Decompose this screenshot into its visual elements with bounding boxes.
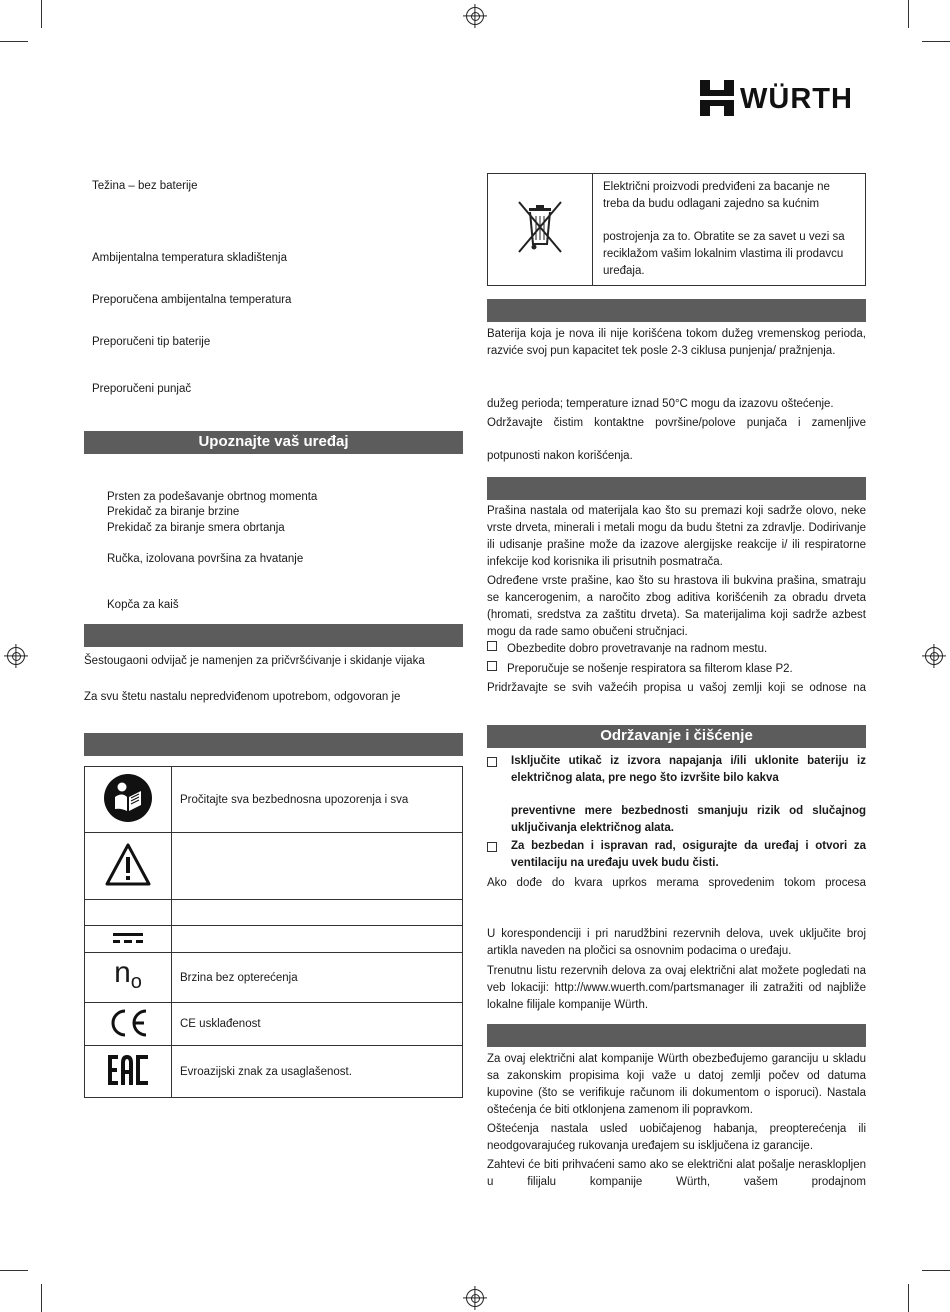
spec-label: Preporučeni tip baterije [92, 336, 211, 348]
spec-label: Težina – bez baterije [92, 180, 198, 192]
bullet-box-icon [487, 661, 497, 671]
crop-mark [0, 1270, 28, 1271]
registration-mark-icon [7, 647, 25, 665]
symbol-description: Pročitajte sva bezbednosna upozorenja i sva [172, 767, 463, 833]
symbols-table [84, 766, 463, 1098]
maintenance-bullet: Isključite utikač iz izvora napajanja i/ili uklonite bateriju iz električnog alata, pre nego što izvršite bilo kakva preventivne mere bezbednosti smanjuju rizik od slučajnog uključivanja električnog alata. [487, 753, 866, 837]
crop-mark [922, 1270, 950, 1271]
usage-text: Za svu štetu nastalu nepredviđenom upotrebom, odgovoran je [84, 691, 401, 703]
maintenance-text: Ako dođe do kvara uprkos merama sprovedenim tokom procesa [487, 877, 866, 889]
dust-bullet: Obezbedite dobro provetravanje na radnom mestu. [487, 641, 866, 658]
part-item: Prsten za podešavanje obrtnog momenta [107, 491, 318, 503]
brand-logo [700, 80, 870, 120]
warranty-text: Za ovaj električni alat kompanije Würth obezbeđujemo garanciju u skladu sa zakonskim propisima koji važe u datoj zemlji počev od datuma kupovine (što se verifikuje računom ili dokumentom o isporuci). Nastala oštećenja će biti otklonjena zamenom ili popravkom. [487, 1053, 866, 1116]
brand-name: WÜRTH [740, 83, 853, 115]
crop-mark [41, 1284, 42, 1312]
symbol-description [172, 833, 463, 900]
symbol-cell [85, 900, 172, 926]
table-row [85, 900, 463, 926]
section-title-intended-use [84, 624, 463, 647]
weee-icon-cell [488, 174, 593, 286]
symbol-cell [85, 767, 172, 833]
maintenance-text: U korespondenciji i pri narudžbini rezervnih delova, uvek uključite broj artikla naveden na pločici sa osnovnim podacima o uređaju. [487, 928, 866, 957]
registration-mark-icon [466, 7, 484, 25]
wurth-emblem-icon [700, 80, 734, 116]
battery-text: Baterija koja je nova ili nije korišćena tokom dužeg vremenskog perioda, razviće svoj pun kapacitet tek posle 2-3 ciklusa punjenja/ pražnjenja. [487, 328, 866, 357]
eac-mark-icon [85, 1046, 172, 1098]
weee-text: postrojenja za to. Obratite se za savet u vezi sa reciklažom vašim lokalnim vlastima ili prodavcu uređaja. [603, 231, 845, 277]
ce-mark-icon [85, 1003, 172, 1046]
table-row [85, 1046, 463, 1098]
symbol-description [172, 926, 463, 953]
spec-label: Ambijentalna temperatura skladištenja [92, 252, 287, 264]
table-row [85, 953, 463, 1003]
section-title-maintenance: Održavanje i čišćenje [487, 725, 866, 748]
crossed-bin-icon [515, 198, 565, 256]
part-item: Ručka, izolovana površina za hvatanje [107, 553, 304, 565]
direct-current-icon [112, 931, 144, 945]
part-item: Prekidač za biranje smera obrtanja [107, 522, 285, 534]
symbol-description: Brzina bez opterećenja [172, 953, 463, 1003]
crop-mark [0, 41, 28, 42]
weee-text: Električni proizvodi predviđeni za bacanje ne treba da budu odlagani zajedno sa kućnim [603, 181, 830, 210]
maintenance-text: Trenutnu listu rezervnih delova za ovaj električni alat možete pogledati na veb lokaciji: http://www.wuerth.com/partsmanager ili zatražiti od najbliže lokalne filijale kompanije Würth. [487, 965, 866, 1011]
symbol-cell [85, 833, 172, 900]
warranty-text: Zahtevi će biti prihvaćeni samo ako se električni alat pošalje nerasklopljen u filijalu kompanije Würth, vašem prodajnom [487, 1159, 866, 1188]
warning-triangle-icon [104, 842, 152, 888]
bullet-box-icon [487, 757, 497, 767]
usage-text: Šestougaoni odvijač je namenjen za pričvršćivanje i skidanje vijaka [84, 655, 425, 667]
spec-label: Preporučena ambijentalna temperatura [92, 294, 292, 306]
part-item: Kopča za kaiš [107, 599, 179, 611]
section-title-know-device: Upoznajte vaš uređaj [84, 431, 463, 454]
symbol-description: Evroazijski znak za usaglašenost. [172, 1046, 463, 1098]
battery-text: dužeg perioda; temperature iznad 50°C mogu da izazovu oštećenje. [487, 398, 834, 410]
crop-mark [908, 1284, 909, 1312]
table-row [85, 1003, 463, 1046]
battery-text: Održavajte čistim kontaktne površine/polove punjača i zamenljive [487, 417, 866, 429]
part-item: Prekidač za biranje brzine [107, 506, 240, 518]
maintenance-bullet: Za bezbedan i ispravan rad, osigurajte da uređaj i otvori za ventilaciju na uređaju uvek budu čisti. [487, 838, 866, 872]
table-row [85, 833, 463, 900]
warranty-text: Oštećenja nastala usled uobičajenog habanja, preopterećenja ili neodgovarajućeg rukovanja uređajem su isključena iz garancije. [487, 1123, 866, 1152]
registration-mark-icon [925, 647, 943, 665]
symbol-description [172, 900, 463, 926]
crop-mark [41, 0, 42, 28]
dust-bullet: Preporučuje se nošenje respiratora sa filterom klase P2. [487, 661, 866, 678]
battery-text: potpunosti nakon korišćenja. [487, 450, 633, 462]
dust-text: Određene vrste prašine, kao što su hrastova ili bukvina prašina, smatraju se kancerogenim, a naročito zbog aditiva korišćenih za obradu drveta (hromati, sredstva za zaštitu drveta). Sa materijalima koji sadrže azbest mogu da rade samo obučeni stručnjaci. [487, 575, 866, 638]
registration-mark-icon [466, 1289, 484, 1307]
bullet-box-icon [487, 641, 497, 651]
bullet-box-icon [487, 842, 497, 852]
symbol-cell [85, 926, 172, 953]
weee-table [487, 173, 866, 286]
weee-text-cell [593, 174, 866, 286]
dust-text: Prašina nastala od materijala kao što su premazi koji sadrže olovo, neke vrste drveta, minerali i metali mogu da budu štetni za zdravlje. Dodirivanje ili udisanje prašine može da izazove alergijske reakcije i/ ili respiratorne infekcije kod korisnika ili prisutnih posmatrača. [487, 505, 866, 568]
manual-reading-icon [103, 773, 153, 823]
table-row [488, 174, 866, 286]
table-row [85, 926, 463, 953]
table-row [85, 767, 463, 833]
dust-text: Pridržavajte se svih važećih propisa u vašoj zemlji koji se odnose na [487, 682, 866, 694]
section-title-symbols [84, 733, 463, 756]
spec-label: Preporučeni punjač [92, 383, 192, 395]
crop-mark [922, 41, 950, 42]
crop-mark [908, 0, 909, 28]
section-title-warranty [487, 1024, 866, 1047]
no-load-speed-icon: $n_o$ [85, 953, 172, 1003]
section-title-battery [487, 299, 866, 322]
symbol-description: CE usklađenost [172, 1003, 463, 1046]
section-title-dust [487, 477, 866, 500]
